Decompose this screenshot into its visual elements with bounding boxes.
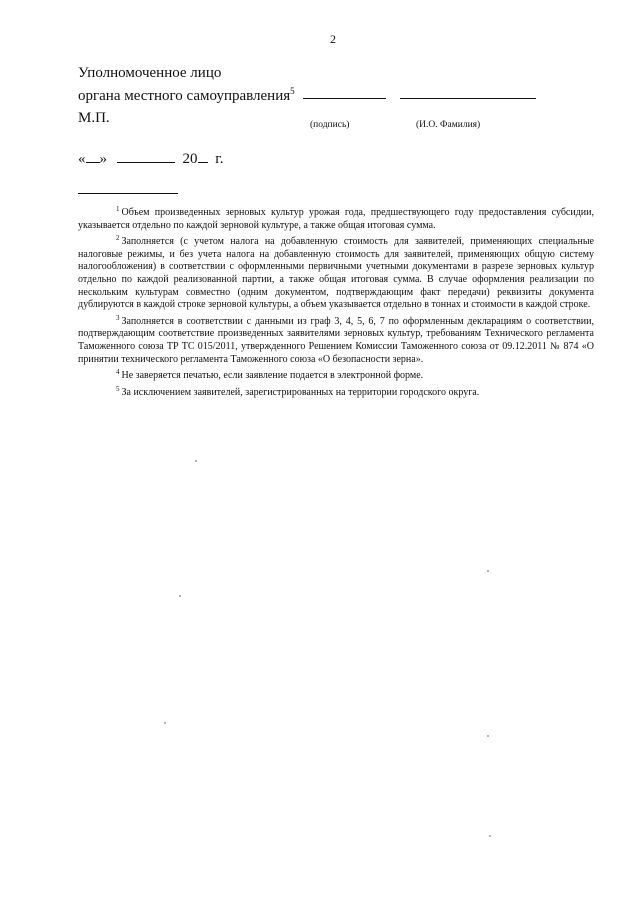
year-suffix: г.	[215, 151, 224, 167]
footnotes	[78, 203, 594, 399]
seal-mark: М.П.	[78, 110, 110, 126]
month-blank	[117, 148, 175, 163]
footnote-2-num: 2	[116, 234, 120, 243]
footnote-4	[78, 366, 594, 383]
footnote-2	[78, 232, 594, 312]
footnote-4-text: Не заверяется печатью, если заявление подается в электронной форме.	[121, 370, 424, 382]
signature-caption: (подпись)	[310, 120, 350, 130]
footnote-1-num: 1	[116, 205, 120, 213]
name-line	[400, 98, 536, 99]
footnote-3-num: 3	[116, 313, 120, 322]
footnote-5-text: За исключением заявителей, зарегистрированных на территории городского округа.	[121, 386, 480, 398]
footnote-4-num: 4	[116, 368, 120, 377]
date-close-quote: »	[99, 151, 107, 167]
footnote-3	[78, 312, 594, 366]
footnote-1	[78, 203, 594, 232]
year-blank	[198, 148, 208, 163]
footnote-ref-5: 5	[290, 86, 295, 96]
scan-speck	[195, 460, 197, 462]
scan-speck	[179, 595, 181, 597]
footnote-5	[78, 383, 594, 400]
scan-speck	[164, 722, 166, 724]
footnote-separator	[78, 193, 178, 194]
year-prefix: 20	[182, 151, 198, 167]
footnote-1-text: Объем произведенных зерновых культур урожая года, предшествующего году предоставления субсидии, указывается отдельно по каждой зерновой культуре, а также общая итоговая сумма.	[78, 207, 594, 231]
page-number: 2	[330, 32, 336, 46]
scan-speck	[489, 835, 491, 837]
date-line	[78, 148, 223, 168]
footnote-3-text: Заполняется в соответствии с данными из граф 3, 4, 5, 6, 7 по оформленным декларациям о соответствии, подтверждающим соответствие произведенных заявителями зерновых культур, требованиям Технического регламента Таможенного союза ТР ТС 015/2011, утвержденного Решением Комиссии Таможенного союза от 09.12.2011 № 874 «О принятии технического регламента Таможенного союза «О безопасности зерна».	[78, 315, 594, 365]
footnote-2-text: Заполняется (с учетом налога на добавленную стоимость для заявителей, применяющих специальные налоговые режимы, и без учета налога на добавленную стоимость для заявителей, применяющих общую систему налогообложения) в соответствии с оформленными первичными учетными документами в разрезе зерновых культур отдельно по каждой реализованной партии, а также общая итоговая сумма. В случае оформления реализации по нескольким культурам совместно (одним документом, подтверждающим факт передачи) реквизиты документа дублируются в каждой строке зерновой культуры, а объем указывается отдельно в тоннах и стоимости в каждой строке.	[78, 236, 594, 311]
signature-line	[303, 98, 386, 99]
day-blank	[86, 148, 100, 163]
date-open-quote: «	[78, 151, 86, 167]
scan-speck	[487, 735, 489, 737]
name-caption: (И.О. Фамилия)	[416, 120, 481, 130]
footnote-5-num: 5	[116, 384, 120, 393]
authority-label-text: органа местного самоуправления	[78, 88, 291, 104]
authorized-person-label: Уполномоченное лицо	[78, 65, 222, 81]
authority-label	[78, 82, 295, 105]
scan-speck	[487, 570, 489, 572]
